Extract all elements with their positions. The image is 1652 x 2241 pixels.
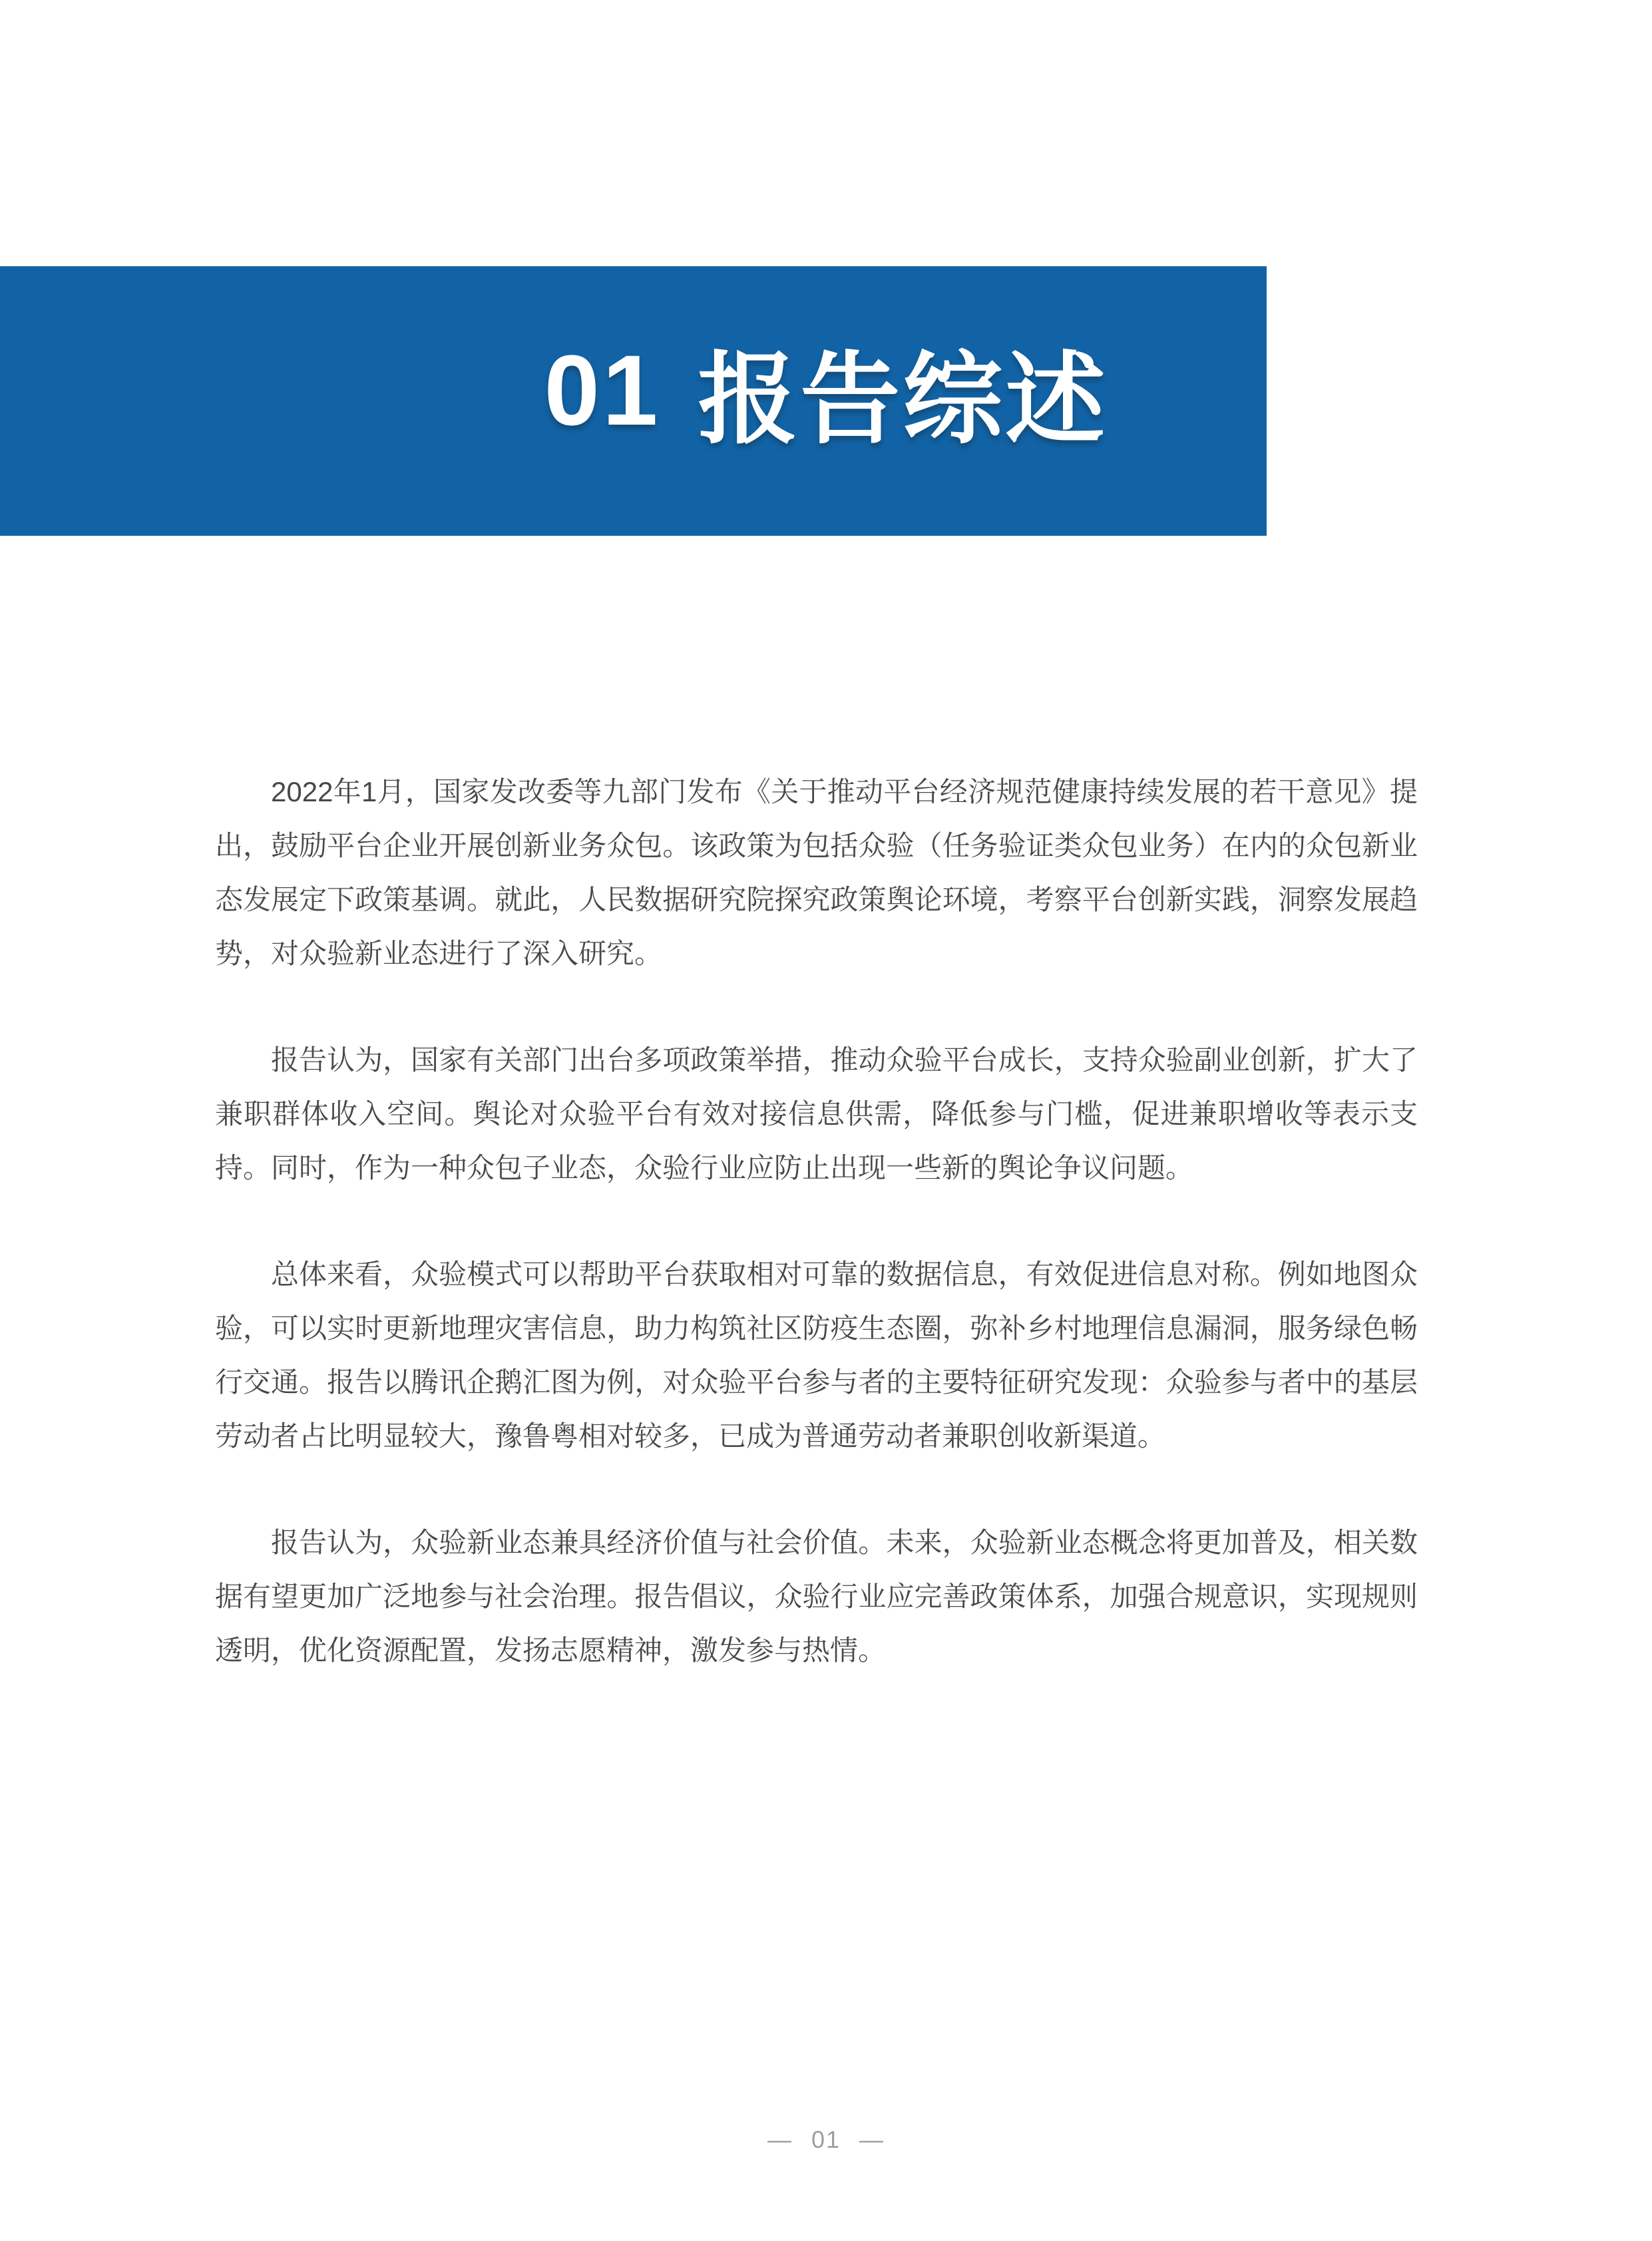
report-body xyxy=(215,765,1418,1677)
chapter-title xyxy=(0,266,1652,536)
chapter-title-text: 报告综述 xyxy=(698,343,1108,455)
paragraph-2: 报告认为，国家有关部门出台多项政策举措，推动众验平台成长，支持众验副业创新，扩大了兼职群体收入空间。舆论对众验平台有效对接信息供需，降低参与门槛，促进兼职增收等表示支持。同时，作为一种众包子业态，众验行业应防止出现一些新的舆论争议问题。 xyxy=(215,1044,1418,1183)
paragraph-1: 2022年1月，国家发改委等九部门发布《关于推动平台经济规范健康持续发展的若干意见》提出，鼓励平台企业开展创新业务众包。该政策为包括众验（任务验证类众包业务）在内的众包新业态发展定下政策基调。就此，人民数据研究院探究政策舆论环境，考察平台创新实践，洞察发展趋势，对众验新业态进行了深入研究。 xyxy=(215,776,1418,969)
paragraph-3: 总体来看，众验模式可以帮助平台获取相对可靠的数据信息，有效促进信息对称。例如地图众验，可以实时更新地理灾害信息，助力构筑社区防疫生态圈，弥补乡村地理信息漏洞，服务绿色畅行交通。报告以腾讯企鹅汇图为例，对众验平台参与者的主要特征研究发现：众验参与者中的基层劳动者占比明显较大，豫鲁粤相对较多，已成为普通劳动者兼职创收新渠道。 xyxy=(215,1259,1418,1452)
paragraph-4: 报告认为，众验新业态兼具经济价值与社会价值。未来，众验新业态概念将更加普及，相关数据有望更加广泛地参与社会治理。报告倡议，众验行业应完善政策体系，加强合规意识，实现规则透明，优化资源配置，发扬志愿精神，激发参与热情。 xyxy=(215,1527,1418,1666)
page-footer xyxy=(0,2127,1652,2153)
page-number: — 01 — xyxy=(767,2126,885,2153)
chapter-number: 01 xyxy=(544,334,661,446)
